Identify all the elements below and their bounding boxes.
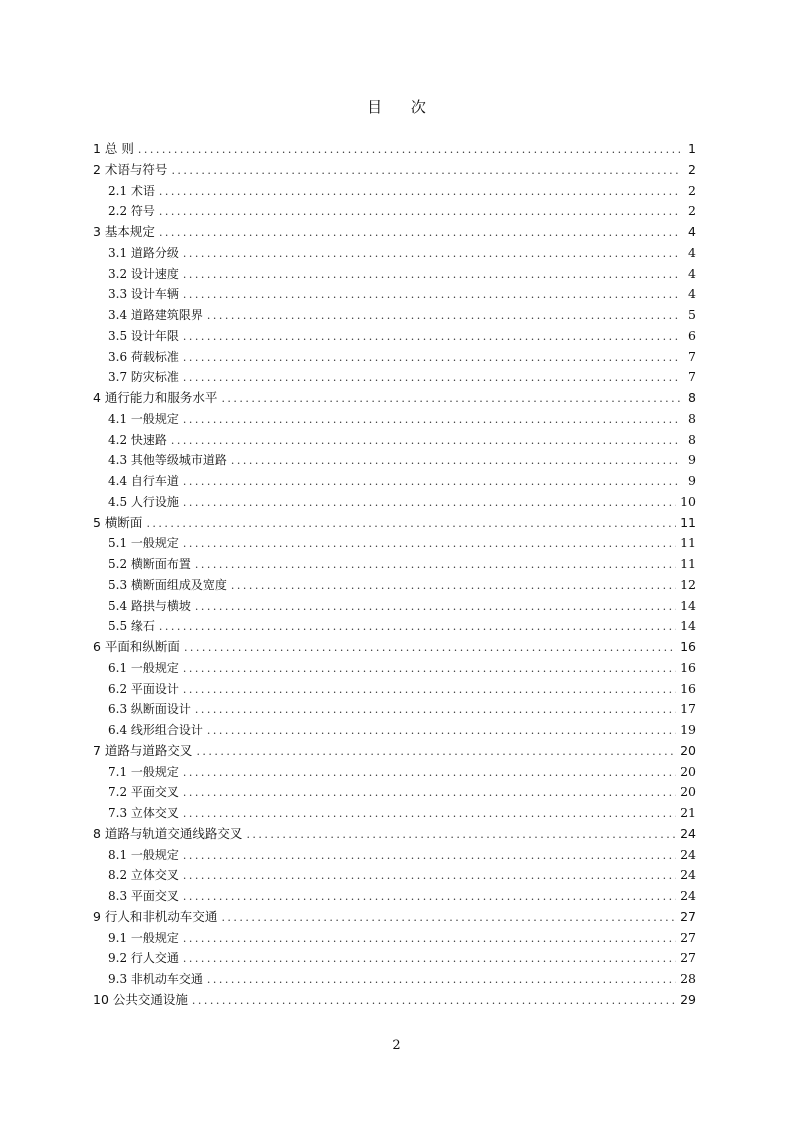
- toc-entry-page: 16: [680, 639, 696, 654]
- toc-entry-page: 11: [680, 556, 696, 571]
- toc-entry-label: 9 行人和非机动车交通: [93, 908, 218, 924]
- page-title: 目 次: [367, 98, 438, 116]
- toc-entry-label: 2 术语与符号: [93, 161, 168, 177]
- toc-entry-label: 9.3 非机动车交通: [108, 972, 203, 986]
- table-of-contents: [93, 139, 696, 1011]
- toc-entry-label: 6.2 平面设计: [108, 681, 179, 696]
- toc-entry-label: 6 平面和纵断面: [93, 639, 180, 654]
- toc-entry-page: 1: [688, 141, 696, 156]
- toc-section-entry[interactable]: [93, 492, 696, 513]
- toc-chapter-entry[interactable]: [93, 160, 696, 181]
- toc-entry-page: 24: [680, 888, 696, 903]
- toc-entry-page: 24: [680, 846, 696, 862]
- toc-entry-page: 2: [688, 182, 696, 198]
- toc-entry-page: 28: [680, 971, 696, 986]
- toc-entry-label: 8.1 一般规定: [108, 847, 179, 862]
- toc-chapter-entry[interactable]: [93, 637, 696, 658]
- dot-leader: [231, 451, 680, 472]
- toc-entry-page: 9: [688, 473, 696, 488]
- toc-entry-label: 3.1 道路分级: [108, 245, 179, 260]
- toc-entry-label: 4.5 人行设施: [108, 494, 179, 509]
- toc-section-entry[interactable]: [93, 533, 696, 554]
- toc-entry-label: 7.1 一般规定: [108, 764, 179, 779]
- toc-entry-label: 8 道路与轨道交通线路交叉: [93, 825, 243, 841]
- toc-section-entry[interactable]: [93, 679, 696, 700]
- toc-entry-page: 20: [680, 763, 696, 779]
- dot-leader: [231, 576, 676, 597]
- toc-section-entry[interactable]: [93, 554, 696, 575]
- dot-leader: [183, 763, 676, 784]
- toc-section-entry[interactable]: [93, 305, 696, 326]
- dot-leader: [207, 970, 676, 991]
- dot-leader: [183, 244, 680, 265]
- toc-entry-label: 4.3 其他等级城市道路: [108, 453, 227, 468]
- dot-leader: [183, 680, 676, 701]
- dot-leader: [159, 223, 680, 244]
- toc-entry-page: 20: [680, 784, 696, 800]
- dot-leader: [195, 597, 676, 618]
- dot-leader: [159, 182, 680, 203]
- toc-entry-label: 5 横断面: [93, 514, 143, 530]
- dot-leader: [183, 659, 676, 680]
- toc-entry-page: 6: [688, 327, 696, 343]
- toc-entry-page: 4: [688, 244, 696, 260]
- toc-entry-label: 6.1 一般规定: [108, 660, 179, 675]
- toc-entry-page: 8: [688, 390, 696, 405]
- toc-section-entry[interactable]: [93, 886, 696, 907]
- toc-entry-page: 16: [680, 659, 696, 675]
- toc-entry-page: 24: [680, 825, 696, 841]
- toc-entry-page: 19: [680, 722, 696, 737]
- dot-leader: [183, 887, 676, 908]
- dot-leader: [207, 306, 680, 327]
- dot-leader: [183, 285, 680, 306]
- dot-leader: [171, 431, 680, 452]
- toc-entry-page: 14: [680, 618, 696, 634]
- toc-entry-label: 8.3 平面交叉: [108, 889, 179, 903]
- toc-entry-label: 5.5 缘石: [108, 619, 155, 634]
- toc-section-entry[interactable]: [93, 596, 696, 617]
- toc-section-entry[interactable]: [93, 264, 696, 285]
- toc-entry-label: 8.2 立体交叉: [108, 868, 179, 883]
- toc-chapter-entry[interactable]: [93, 741, 696, 762]
- toc-entry-label: 4.1 一般规定: [108, 411, 179, 426]
- dot-leader: [159, 202, 680, 223]
- dot-leader: [183, 493, 676, 514]
- toc-entry-label: 5.4 路拱与横坡: [108, 598, 191, 613]
- toc-entry-page: 16: [680, 680, 696, 696]
- dot-leader: [138, 140, 680, 161]
- toc-chapter-entry[interactable]: [93, 139, 696, 160]
- toc-entry-label: 3.2 设计速度: [108, 266, 179, 281]
- toc-section-entry[interactable]: [93, 803, 696, 824]
- toc-section-entry[interactable]: [93, 948, 696, 969]
- toc-entry-page: 4: [688, 224, 696, 239]
- dot-leader: [183, 804, 676, 825]
- toc-section-entry[interactable]: [93, 243, 696, 264]
- toc-section-entry[interactable]: [93, 720, 696, 741]
- toc-entry-label: 9.1 一般规定: [108, 930, 179, 945]
- toc-entry-page: 2: [688, 161, 696, 177]
- toc-section-entry[interactable]: [93, 430, 696, 451]
- toc-entry-label: 3.4 道路建筑限界: [108, 308, 203, 322]
- toc-section-entry[interactable]: [93, 928, 696, 949]
- toc-section-entry[interactable]: [93, 762, 696, 783]
- toc-entry-page: 11: [680, 535, 696, 551]
- toc-entry-label: 7.3 立体交叉: [108, 806, 179, 820]
- toc-section-entry[interactable]: [93, 367, 696, 388]
- toc-section-entry[interactable]: [93, 969, 696, 990]
- toc-entry-label: 10 公共交通设施: [93, 991, 188, 1007]
- dot-leader: [183, 866, 676, 887]
- toc-entry-page: 7: [688, 369, 696, 385]
- dot-leader: [183, 534, 676, 555]
- toc-chapter-entry[interactable]: [93, 222, 696, 243]
- toc-entry-label: 7 道路与道路交叉: [93, 742, 193, 758]
- toc-entry-label: 5.2 横断面布置: [108, 557, 191, 571]
- toc-entry-page: 14: [680, 597, 696, 613]
- toc-section-entry[interactable]: [93, 284, 696, 305]
- page-number: 2: [392, 1038, 401, 1053]
- toc-entry-page: 4: [688, 286, 696, 302]
- toc-entry-label: 3.3 设计车辆: [108, 287, 179, 302]
- toc-entry-page: 4: [688, 265, 696, 281]
- dot-leader: [183, 472, 680, 493]
- toc-entry-page: 11: [680, 514, 696, 530]
- toc-section-entry[interactable]: [93, 616, 696, 637]
- toc-section-entry[interactable]: [93, 347, 696, 368]
- toc-section-entry[interactable]: [93, 409, 696, 430]
- toc-chapter-entry[interactable]: [93, 388, 696, 409]
- toc-chapter-entry[interactable]: [93, 990, 696, 1011]
- toc-section-entry[interactable]: [93, 699, 696, 720]
- toc-entry-page: 5: [688, 307, 696, 322]
- toc-chapter-entry[interactable]: [93, 907, 696, 928]
- dot-leader: [183, 949, 676, 970]
- dot-leader: [159, 617, 676, 638]
- toc-entry-page: 17: [680, 701, 696, 717]
- dot-leader: [146, 514, 676, 535]
- dot-leader: [184, 638, 676, 659]
- dot-leader: [183, 929, 676, 950]
- dot-leader: [183, 846, 676, 867]
- toc-section-entry[interactable]: [93, 471, 696, 492]
- toc-section-entry[interactable]: [93, 326, 696, 347]
- toc-entry-page: 27: [680, 929, 696, 945]
- dot-leader: [183, 348, 680, 369]
- toc-entry-label: 3.7 防灾标准: [108, 370, 179, 385]
- toc-entry-page: 24: [680, 867, 696, 883]
- dot-leader: [195, 700, 676, 721]
- dot-leader: [207, 721, 676, 742]
- toc-entry-page: 7: [688, 348, 696, 364]
- toc-entry-label: 7.2 平面交叉: [108, 785, 179, 800]
- toc-entry-page: 10: [680, 493, 696, 509]
- toc-entry-page: 20: [680, 742, 696, 758]
- dot-leader: [221, 389, 680, 410]
- toc-entry-label: 2.2 符号: [108, 204, 155, 219]
- dot-leader: [221, 908, 676, 929]
- toc-section-entry[interactable]: [93, 201, 696, 222]
- toc-entry-label: 3.6 荷载标准: [108, 349, 179, 364]
- toc-entry-page: 12: [680, 576, 696, 592]
- toc-entry-page: 21: [680, 805, 696, 820]
- toc-entry-label: 5.1 一般规定: [108, 536, 179, 551]
- toc-section-entry[interactable]: [93, 865, 696, 886]
- dot-leader: [246, 825, 676, 846]
- toc-entry-page: 27: [680, 950, 696, 966]
- toc-entry-page: 9: [688, 452, 696, 468]
- toc-entry-label: 2.1 术语: [108, 183, 155, 198]
- dot-leader: [183, 368, 680, 389]
- toc-section-entry[interactable]: [93, 181, 696, 202]
- toc-section-entry[interactable]: [93, 845, 696, 866]
- toc-entry-label: 1 总 则: [93, 141, 134, 156]
- toc-section-entry[interactable]: [93, 658, 696, 679]
- toc-entry-label: 3.5 设计年限: [108, 328, 179, 343]
- dot-leader: [183, 783, 676, 804]
- toc-entry-label: 9.2 行人交通: [108, 951, 179, 966]
- toc-entry-page: 2: [688, 203, 696, 219]
- dot-leader: [183, 410, 680, 431]
- toc-entry-label: 5.3 横断面组成及宽度: [108, 577, 227, 592]
- toc-entry-label: 3 基本规定: [93, 224, 155, 239]
- toc-chapter-entry[interactable]: [93, 513, 696, 534]
- toc-entry-page: 27: [680, 908, 696, 924]
- toc-entry-page: 8: [688, 410, 696, 426]
- toc-entry-label: 6.3 纵断面设计: [108, 702, 191, 717]
- dot-leader: [171, 161, 680, 182]
- toc-entry-page: 8: [688, 431, 696, 447]
- toc-entry-label: 6.4 线形组合设计: [108, 723, 203, 737]
- dot-leader: [196, 742, 676, 763]
- dot-leader: [195, 555, 676, 576]
- toc-section-entry[interactable]: [93, 782, 696, 803]
- toc-entry-label: 4 通行能力和服务水平: [93, 390, 218, 405]
- toc-entry-label: 4.4 自行车道: [108, 474, 179, 488]
- dot-leader: [192, 991, 676, 1012]
- toc-chapter-entry[interactable]: [93, 824, 696, 845]
- toc-section-entry[interactable]: [93, 450, 696, 471]
- toc-entry-page: 29: [680, 991, 696, 1007]
- toc-section-entry[interactable]: [93, 575, 696, 596]
- dot-leader: [183, 327, 680, 348]
- dot-leader: [183, 265, 680, 286]
- toc-entry-label: 4.2 快速路: [108, 432, 167, 447]
